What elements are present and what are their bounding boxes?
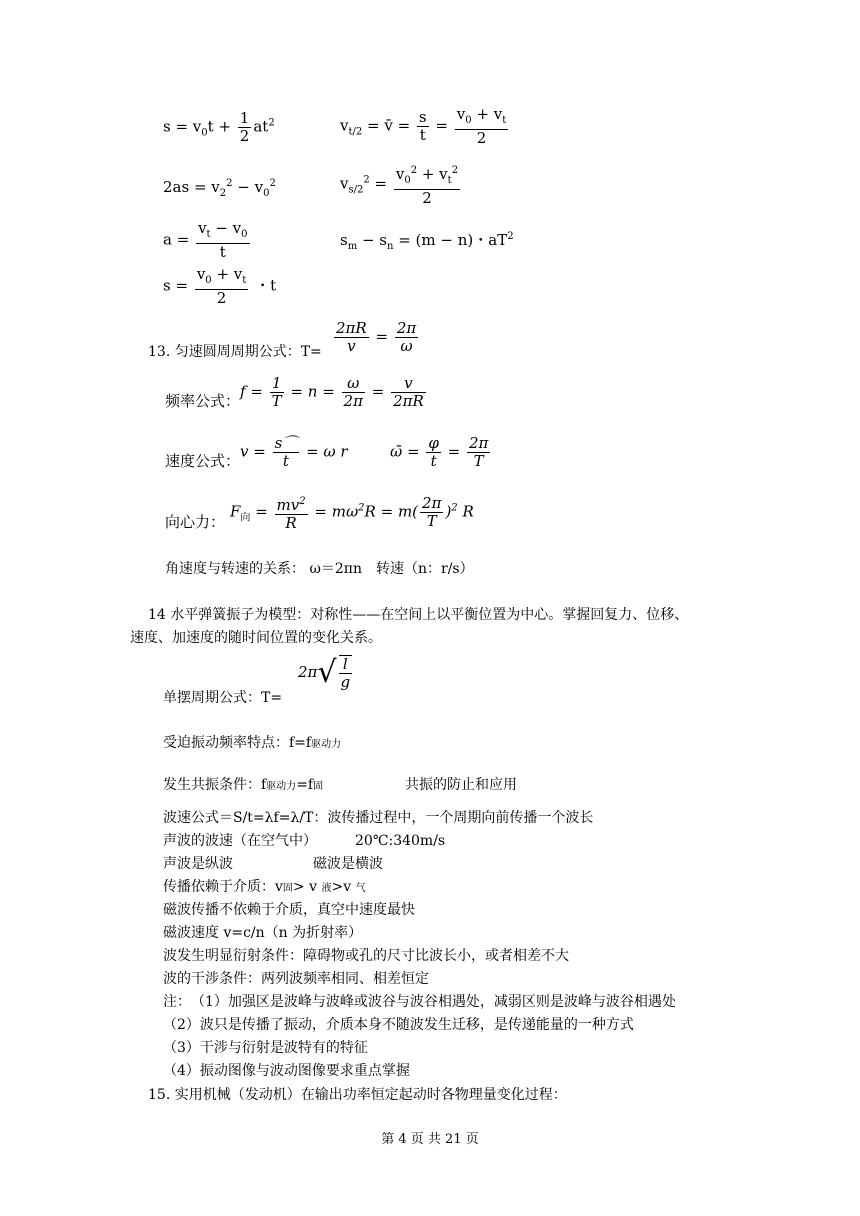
sec13-centripetal-label: 向心力： bbox=[165, 513, 226, 531]
sec14-sound-speed: 声波的波速（在空气中） bbox=[163, 833, 317, 849]
sec14-pendulum-label: 单摆周期公式：T= bbox=[163, 690, 283, 706]
sec13-speed-label: 速度公式： bbox=[165, 452, 241, 470]
sec13-relation: 角速度与转速的关系： ω＝2πn 转速（n：r/s） bbox=[165, 561, 474, 577]
sec13-freq-formula: f = $\frac{1}{T}$ = n = $\frac{\omega}{2\pi}$ = $\frac{v}{2\pi R}$ bbox=[240, 374, 424, 410]
sec13-title: 13. 匀速圆周周期公式：T= bbox=[148, 344, 322, 360]
sec14-pendulum-formula: 2π√ $\frac{l}{g}$ bbox=[298, 655, 351, 691]
sec14-line1: 14 水平弹簧振子为模型：对称性——在空间上以平衡位置为中心。掌握回复力、位移、 bbox=[148, 607, 689, 623]
sec15-title: 15. 实用机械（发动机）在输出功率恒定起动时各物理量变化过程： bbox=[148, 1087, 567, 1103]
sec14-em-transverse: 磁波是横波 bbox=[313, 856, 383, 872]
formula-velocity-square: $2as = v_2^2 - v_0^2$ bbox=[163, 178, 276, 199]
formula-midpoint-velocity: $v_{s/2}^2$ = $\frac{v_0^2 + v_t^2}{2}$ bbox=[340, 162, 462, 207]
sec14-forced: 受迫振动频率特点：f=f驱动力 bbox=[163, 735, 342, 751]
sec13-period-formula: $\frac{2\pi R}{v}$ = $\frac{2\pi}{\omega}$ bbox=[336, 319, 417, 355]
sec13-speed-formula: v = $\frac{s⌒}{t}$ = ω r bbox=[240, 434, 348, 470]
sec13-centripetal-formula: $F_向$ = $\frac{mv^2}{R}$ = $m\omega^2R = m$( $\frac{2\pi}{T}$ )$^2$ R bbox=[230, 494, 474, 532]
sec14-medium: 传播依赖于介质：v固> v 液>v 气 bbox=[163, 879, 366, 895]
formula-average-velocity: $v_{t/2}$ = v̄ = $\frac{s}{t}$ = $\frac{v_0 + v_t}{2}$ bbox=[340, 105, 507, 147]
page-footer: 第 4 页 共 21 页 bbox=[381, 1132, 479, 1147]
sec14-diffraction: 波发生明显衍射条件：障碍物或孔的尺寸比波长小，或者相差不大 bbox=[163, 948, 569, 964]
sec14-note1: 注： （1）加强区是波峰与波峰或波谷与波谷相遇处，减弱区则是波峰与波谷相遇处 bbox=[163, 994, 676, 1010]
sec14-em-speed: 磁波速度 v=c/n（n 为折射率） bbox=[163, 925, 363, 941]
sec14-sound-speed-value: 20℃:340m/s bbox=[355, 833, 446, 849]
formula-displacement-difference: $s_m - s_n = (m - n)$・$aT^2$ bbox=[340, 231, 514, 252]
formula-displacement: $s = v_0t$ + $\frac{1}{2}$ $at^2$ bbox=[163, 109, 275, 145]
sec14-note4: （4）振动图像与波动图像要求重点掌握 bbox=[163, 1063, 410, 1079]
sec14-resonance-app: 共振的防止和应用 bbox=[405, 777, 517, 793]
sec13-freq-label: 频率公式： bbox=[165, 392, 241, 410]
sec14-wave-speed: 波速公式＝S/t=λf=λ/T：波传播过程中，一个周期向前传播一个波长 bbox=[163, 810, 594, 826]
sec14-resonance: 发生共振条件：f驱动力=f固 bbox=[163, 777, 324, 793]
sec14-note3: （3）干涉与衍射是波特有的特征 bbox=[163, 1040, 368, 1056]
sec14-em-no-medium: 磁波传播不依赖于介质，真空中速度最快 bbox=[163, 902, 415, 918]
formula-acceleration: a = $\frac{v_t - v_0}{t}$ bbox=[163, 219, 248, 261]
sec14-note2: （2）波只是传播了振动，介质本身不随波发生迁移，是传递能量的一种方式 bbox=[163, 1017, 634, 1033]
formula-average-displacement: s = $\frac{v_0 + v_t}{2}$ ・t bbox=[163, 265, 277, 307]
sec14-sound-longitudinal: 声波是纵波 bbox=[163, 856, 233, 872]
sec14-interference: 波的干涉条件：两列波频率相同、相差恒定 bbox=[163, 971, 429, 987]
sec14-line2: 速度、加速度的随时间位置的变化关系。 bbox=[130, 630, 382, 646]
sec13-angular-formula: ω̄ = $\frac{\varphi}{t}$ = $\frac{2\pi}{T}$ bbox=[390, 434, 489, 470]
